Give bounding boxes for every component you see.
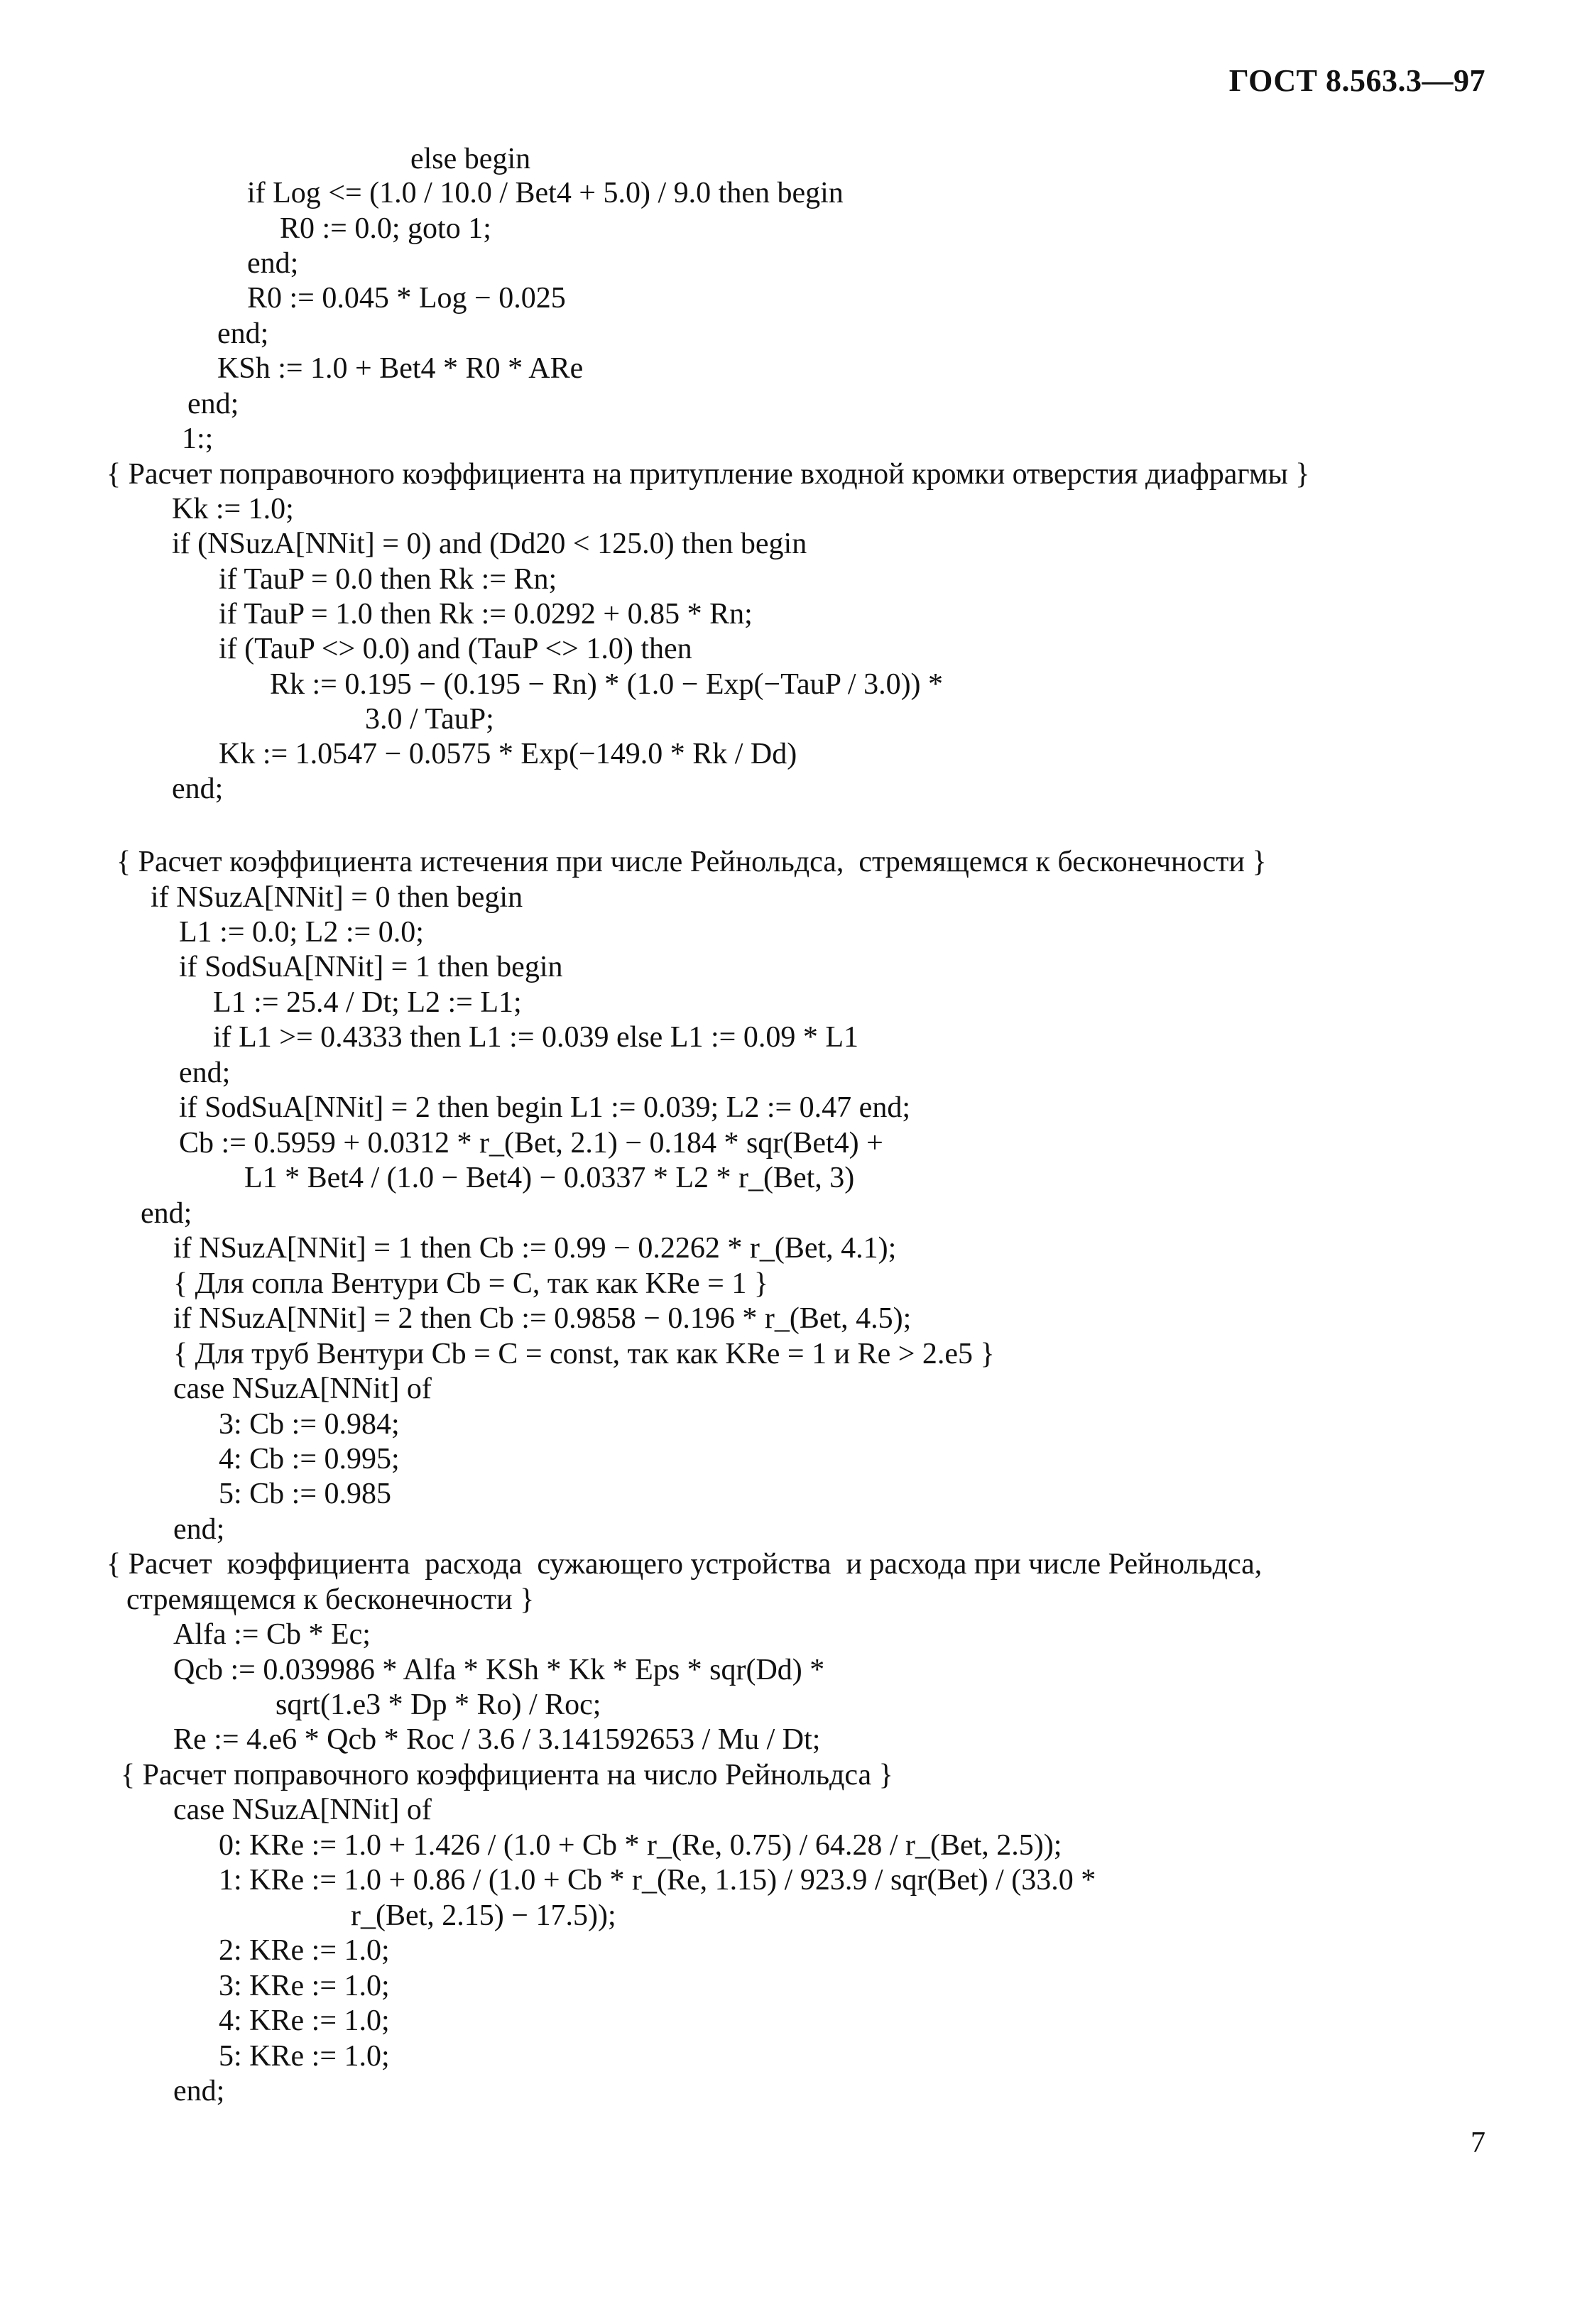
comment-line: { Расчет поправочного коэффициента на число Рейнольдса } [121, 1759, 893, 1791]
code-line: 3: Cb := 0.984; [219, 1408, 400, 1441]
code-line: Alfa := Cb * Ec; [173, 1618, 371, 1651]
code-line: Kk := 1.0; [172, 493, 294, 525]
code-line: L1 := 0.0; L2 := 0.0; [179, 916, 424, 949]
comment-line: стремящемся к бесконечности } [126, 1583, 535, 1616]
code-line: KSh := 1.0 + Bet4 * R0 * ARe [217, 352, 584, 385]
code-line: 4: Cb := 0.995; [219, 1443, 400, 1475]
code-line: end; [173, 2075, 225, 2107]
code-line: 3: KRe := 1.0; [219, 1970, 390, 2002]
code-line: 5: KRe := 1.0; [219, 2040, 390, 2073]
code-line: if L1 >= 0.4333 then L1 := 0.039 else L1 := 0.09 * L1 [213, 1021, 858, 1054]
comment-line: { Для труб Вентури Cb = C = const, так как KRe = 1 и Re > 2.e5 } [173, 1338, 995, 1370]
code-line: Qcb := 0.039986 * Alfa * KSh * Kk * Eps * sqr(Dd) * [173, 1654, 825, 1686]
code-line: end; [247, 247, 299, 280]
code-line: if (NSuzA[NNit] = 0) and (Dd20 < 125.0) then begin [172, 528, 807, 560]
comment-line: { Расчет коэффициента истечения при числе Рейнольдса, стремящемся к бесконечности } [116, 846, 1267, 878]
code-line: Kk := 1.0547 − 0.0575 * Exp(−149.0 * Rk / Dd) [219, 738, 797, 770]
code-line: if NSuzA[NNit] = 0 then begin [151, 881, 523, 914]
code-line: L1 * Bet4 / (1.0 − Bet4) − 0.0337 * L2 * r_(Bet, 3) [244, 1162, 855, 1194]
code-line: if TauP = 0.0 then Rk := Rn; [219, 563, 557, 596]
code-line: 1:; [182, 422, 214, 455]
code-line: if TauP = 1.0 then Rk := 0.0292 + 0.85 * Rn; [219, 598, 753, 631]
code-line: Rk := 0.195 − (0.195 − Rn) * (1.0 − Exp(−TauP / 3.0)) * [270, 668, 944, 701]
code-line: 3.0 / TauP; [365, 703, 494, 736]
code-line: L1 := 25.4 / Dt; L2 := L1; [213, 986, 522, 1019]
page-header-standard: ГОСТ 8.563.3—97 [1228, 63, 1485, 98]
code-line: end; [187, 388, 239, 420]
code-line: Re := 4.e6 * Qcb * Roc / 3.6 / 3.141592653 / Mu / Dt; [173, 1723, 821, 1756]
code-line: if (TauP <> 0.0) and (TauP <> 1.0) then [219, 633, 692, 665]
code-line: if SodSuA[NNit] = 1 then begin [179, 951, 563, 983]
code-line: sqrt(1.e3 * Dp * Ro) / Roc; [276, 1689, 601, 1721]
code-line: R0 := 0.045 * Log − 0.025 [247, 282, 566, 315]
comment-line: { Расчет коэффициента расхода сужающего устройства и расхода при числе Рейнольдса, [107, 1548, 1263, 1581]
code-line: case NSuzA[NNit] of [173, 1794, 432, 1826]
code-line: 5: Cb := 0.985 [219, 1478, 392, 1510]
code-line: if Log <= (1.0 / 10.0 / Bet4 + 5.0) / 9.0 then begin [247, 177, 844, 209]
code-line: if SodSuA[NNit] = 2 then begin L1 := 0.039; L2 := 0.47 end; [179, 1091, 910, 1124]
code-line: Cb := 0.5959 + 0.0312 * r_(Bet, 2.1) − 0.184 * sqr(Bet4) + [179, 1127, 883, 1160]
comment-line: { Для сопла Вентури Cb = C, так как KRe = 1 } [173, 1267, 768, 1300]
code-line: end; [172, 773, 224, 805]
page-number: 7 [1471, 2127, 1485, 2159]
comment-line: { Расчет поправочного коэффициента на притупление входной кромки отверстия диафрагмы } [107, 458, 1310, 491]
code-line: R0 := 0.0; goto 1; [280, 212, 491, 245]
code-line: end; [179, 1057, 231, 1089]
code-line: 2: KRe := 1.0; [219, 1934, 390, 1967]
code-line: if NSuzA[NNit] = 2 then Cb := 0.9858 − 0.196 * r_(Bet, 4.5); [173, 1302, 912, 1335]
code-line: r_(Bet, 2.15) − 17.5)); [351, 1899, 616, 1932]
code-line: if NSuzA[NNit] = 1 then Cb := 0.99 − 0.2262 * r_(Bet, 4.1); [173, 1232, 897, 1265]
code-line: end; [173, 1513, 225, 1546]
code-line: end; [217, 317, 269, 350]
code-line: end; [141, 1197, 192, 1230]
code-line: else begin [410, 143, 531, 175]
code-line: case NSuzA[NNit] of [173, 1373, 432, 1405]
code-line: 1: KRe := 1.0 + 0.86 / (1.0 + Cb * r_(Re, 1.15) / 923.9 / sqr(Bet) / (33.0 * [219, 1864, 1096, 1897]
code-line: 4: KRe := 1.0; [219, 2004, 390, 2037]
code-line: 0: KRe := 1.0 + 1.426 / (1.0 + Cb * r_(Re, 0.75) / 64.28 / r_(Bet, 2.5)); [219, 1829, 1062, 1862]
